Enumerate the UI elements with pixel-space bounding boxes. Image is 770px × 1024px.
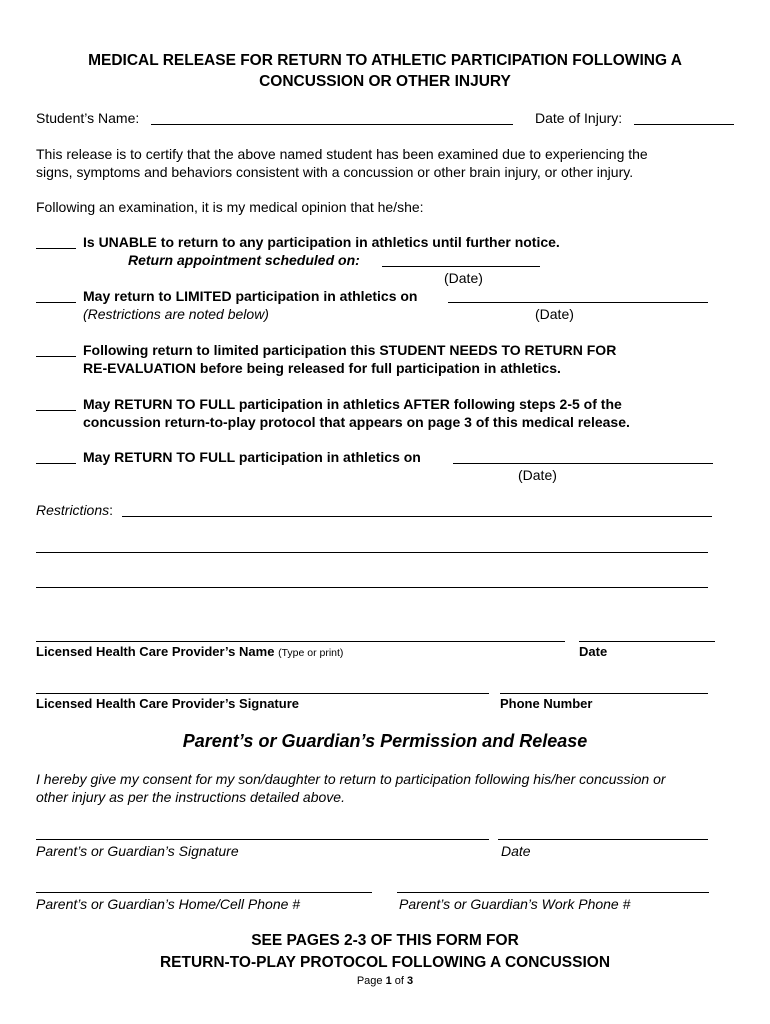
restrictions-label-text: Restrictions (36, 502, 110, 518)
restrictions-label (36, 501, 113, 519)
parent-work-phone-label: Parent’s or Guardian’s Work Phone # (399, 896, 631, 912)
option-3-line-1: Following return to limited participation this STUDENT NEEDS TO RETURN FOR (83, 342, 617, 358)
option-5-date-field[interactable] (453, 463, 713, 464)
restrictions-field-line-2[interactable] (36, 552, 708, 553)
intro-line-2: signs, symptoms and behaviors consistent with a concussion or other brain injury, or other injury. (36, 164, 634, 180)
footer-line-1: SEE PAGES 2-3 OF THIS FORM FOR (251, 932, 519, 949)
provider-date-field[interactable] (579, 641, 715, 642)
consent-line-1: I hereby give my consent for my son/daughter to return to participation following his/her concussion or (36, 771, 666, 787)
parent-work-phone-field[interactable] (397, 892, 709, 893)
option-3-check-field[interactable] (36, 356, 76, 357)
parent-date-label: Date (501, 843, 531, 859)
page-current: 1 (385, 975, 392, 987)
page-number (0, 975, 770, 987)
page-total: 3 (407, 975, 414, 987)
option-2-check-field[interactable] (36, 302, 76, 303)
option-1-date-label: (Date) (444, 270, 483, 286)
option-1-text: Is UNABLE to return to any participation in athletics until further notice. (83, 234, 560, 250)
option-1-appointment-field[interactable] (382, 266, 540, 267)
parent-home-phone-label: Parent’s or Guardian’s Home/Cell Phone # (36, 896, 301, 912)
provider-name-label (36, 643, 343, 662)
provider-name-hint: (Type or print) (278, 647, 344, 659)
footer-line-2: RETURN-TO-PLAY PROTOCOL FOLLOWING A CONCUSSION (159, 954, 611, 971)
option-2-date-field[interactable] (448, 302, 708, 303)
provider-phone-label: Phone Number (500, 696, 593, 711)
parent-signature-field[interactable] (36, 839, 489, 840)
provider-signature-field[interactable] (36, 693, 489, 694)
provider-name-label-text: Licensed Health Care Provider’s Name (36, 644, 275, 659)
intro-line-1: This release is to certify that the above named student has been examined due to experiencing the (36, 146, 648, 162)
option-1-appointment-label: Return appointment scheduled on: (128, 252, 360, 268)
option-2-text: May return to LIMITED participation in athletics on (83, 288, 418, 304)
date-of-injury-label: Date of Injury: (535, 110, 623, 126)
page-mid: of (391, 975, 408, 987)
restrictions-field-line-1[interactable] (122, 516, 712, 517)
option-1-check-field[interactable] (36, 248, 76, 249)
parent-section-heading: Parent’s or Guardian’s Permission and Release (182, 731, 588, 751)
page-prefix: Page (356, 975, 386, 987)
option-4-check-field[interactable] (36, 410, 76, 411)
opinion-text: Following an examination, it is my medical opinion that he/she: (36, 199, 424, 215)
provider-name-field[interactable] (36, 641, 565, 642)
date-of-injury-field[interactable] (634, 124, 734, 125)
option-5-check-field[interactable] (36, 463, 76, 464)
provider-date-label: Date (579, 644, 608, 659)
parent-home-phone-field[interactable] (36, 892, 372, 893)
consent-line-2: other injury as per the instructions detailed above. (36, 789, 345, 805)
option-4-line-2: concussion return-to-play protocol that appears on page 3 of this medical release. (83, 414, 630, 430)
option-5-text: May RETURN TO FULL participation in athletics on (83, 449, 421, 465)
parent-signature-label: Parent’s or Guardian’s Signature (36, 843, 239, 859)
title-line-1: MEDICAL RELEASE FOR RETURN TO ATHLETIC PARTICIPATION FOLLOWING A (88, 52, 682, 69)
student-name-label: Student’s Name: (36, 110, 140, 126)
option-2-note: (Restrictions are noted below) (83, 306, 269, 322)
restrictions-colon: : (109, 502, 114, 518)
option-3-line-2: RE-EVALUATION before being released for full participation in athletics. (83, 360, 561, 376)
title-line-2: CONCUSSION OR OTHER INJURY (259, 73, 511, 90)
option-4-line-1: May RETURN TO FULL participation in athletics AFTER following steps 2-5 of the (83, 396, 622, 412)
option-5-date-label: (Date) (518, 467, 557, 483)
provider-signature-label: Licensed Health Care Provider’s Signature (36, 696, 299, 711)
restrictions-field-line-3[interactable] (36, 587, 708, 588)
student-name-field[interactable] (151, 124, 513, 125)
option-2-date-label: (Date) (535, 306, 574, 322)
provider-phone-field[interactable] (500, 693, 708, 694)
parent-date-field[interactable] (498, 839, 708, 840)
